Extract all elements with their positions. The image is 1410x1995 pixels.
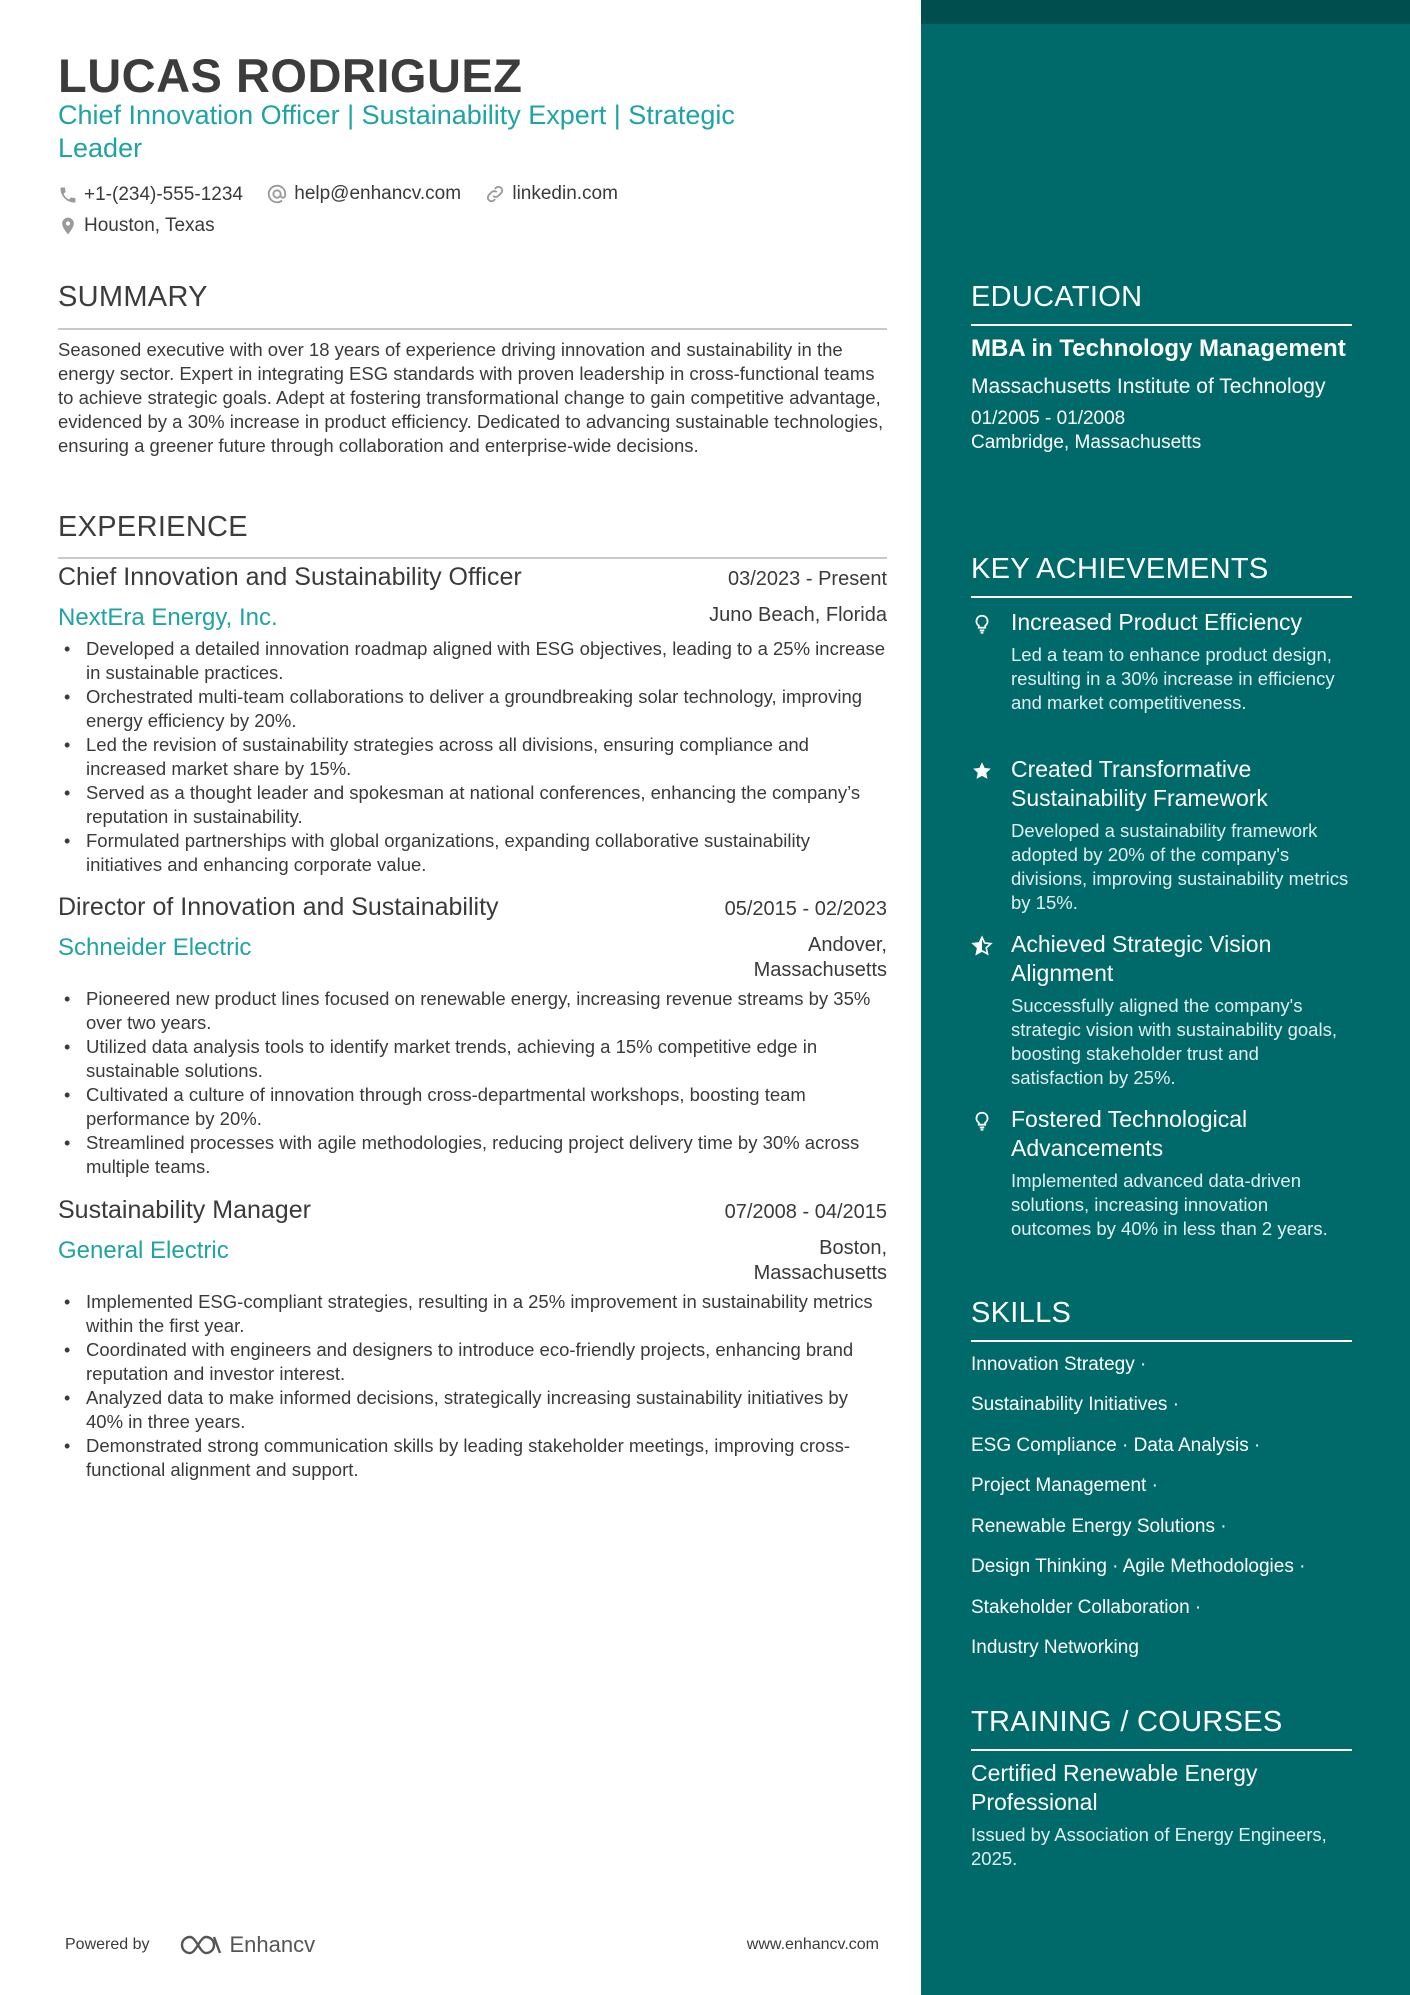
training-heading: TRAINING / COURSES bbox=[971, 1706, 1283, 1738]
education-degree: MBA in Technology Management bbox=[971, 335, 1346, 362]
linkedin-text: linkedin.com bbox=[512, 183, 618, 204]
website-link[interactable]: www.enhancv.com bbox=[746, 1936, 879, 1953]
skill-line: Industry Networking bbox=[971, 1637, 1139, 1658]
footer bbox=[58, 1930, 887, 1960]
course-title: Certified Renewable Energy Professional bbox=[971, 1760, 1258, 1815]
job-entry bbox=[58, 893, 887, 1179]
at-icon bbox=[266, 183, 288, 205]
skills-heading-block bbox=[971, 1297, 1352, 1342]
education-section bbox=[971, 281, 1352, 455]
enhancv-logo[interactable] bbox=[178, 1932, 316, 1958]
job-company: NextEra Energy, Inc. bbox=[58, 604, 278, 631]
list-item: • Formulated partnerships with global organizations, expanding collaborative sustainability initiatives and enhancing corporate value. bbox=[58, 829, 887, 877]
sidebar-top-band bbox=[921, 0, 1410, 24]
powered-by-text: Powered by bbox=[65, 1936, 150, 1953]
list-item: • Served as a thought leader and spokesman at national conferences, enhancing the company’s reputation in sustainability. bbox=[58, 781, 887, 829]
achievement-title: Fostered Technological Advancements bbox=[1011, 1106, 1248, 1161]
job-entry bbox=[58, 563, 887, 877]
job-dates: 03/2023 - Present bbox=[728, 568, 887, 590]
skill-line: Design Thinking · Agile Methodologies · bbox=[971, 1556, 1306, 1577]
job-role: Director of Innovation and Sustainability bbox=[58, 893, 499, 921]
list-item: • Utilized data analysis tools to identify market trends, achieving a 15% competitive edge in sustainable solutions. bbox=[58, 1035, 887, 1083]
phone-text: +1-(234)-555-1234 bbox=[84, 184, 243, 205]
sidebar bbox=[921, 0, 1410, 1995]
achievement-title: Increased Product Efficiency bbox=[1011, 609, 1303, 635]
education-location: Cambridge, Massachusetts bbox=[971, 432, 1202, 453]
lightbulb-icon bbox=[971, 1109, 993, 1133]
list-item: • Analyzed data to make informed decisions, strategically increasing sustainability initiatives by 40% in three years. bbox=[58, 1386, 887, 1434]
list-item: • Coordinated with engineers and designers to introduce eco-friendly projects, enhancing brand reputation and investor interest. bbox=[58, 1338, 887, 1386]
job-location: Boston, Massachusetts bbox=[753, 1237, 887, 1284]
contact-info bbox=[58, 181, 887, 243]
achievement-item bbox=[971, 930, 1352, 1090]
job-bullets bbox=[58, 637, 887, 877]
achievement-item bbox=[971, 608, 1352, 715]
skills-divider bbox=[971, 1340, 1352, 1342]
location-text: Houston, Texas bbox=[84, 215, 215, 236]
job-dates: 05/2015 - 02/2023 bbox=[724, 898, 887, 920]
list-item: • Implemented ESG-compliant strategies, resulting in a 25% improvement in sustainability metrics within the first year. bbox=[58, 1290, 887, 1338]
achievements-heading: KEY ACHIEVEMENTS bbox=[971, 553, 1269, 585]
phone-contact[interactable] bbox=[58, 182, 243, 208]
skill-line: Sustainability Initiatives · bbox=[971, 1394, 1180, 1415]
job-bullets bbox=[58, 987, 887, 1179]
education-school: Massachusetts Institute of Technology bbox=[971, 375, 1326, 398]
brand-name: Enhancv bbox=[229, 1932, 316, 1957]
education-dates: 01/2005 - 01/2008 bbox=[971, 408, 1126, 429]
location-pin-icon bbox=[58, 215, 78, 237]
list-item: • Demonstrated strong communication skills by leading stakeholder meetings, improving cross-functional alignment and support. bbox=[58, 1434, 887, 1482]
experience-divider bbox=[58, 557, 887, 559]
star-icon bbox=[971, 759, 993, 783]
achievement-desc: Successfully aligned the company's strategic vision with sustainability goals, boosting stakeholder trust and satisfaction by 25%. bbox=[1011, 995, 1337, 1088]
skill-line: Innovation Strategy · bbox=[971, 1354, 1147, 1375]
summary-divider bbox=[58, 328, 887, 330]
training-section bbox=[971, 1706, 1352, 1871]
job-dates: 07/2008 - 04/2015 bbox=[724, 1201, 887, 1223]
job-bullets bbox=[58, 1290, 887, 1482]
achievement-title: Achieved Strategic Vision Alignment bbox=[1011, 931, 1272, 986]
star-half-icon bbox=[971, 934, 993, 958]
achievement-item bbox=[971, 1105, 1352, 1241]
link-icon bbox=[484, 183, 506, 205]
list-item: • Led the revision of sustainability strategies across all divisions, ensuring compliance and increased market share by 15%. bbox=[58, 733, 887, 781]
summary-text: Seasoned executive with over 18 years of experience driving innovation and sustainability in the energy sector. Expert in integrating ESG standards with proven leadership in cross-functional teams to achieve strategic goals. Adept at fostering transformational change to gain competitive advantage, evidenced by a 30% increase in product efficiency. Dedicated to advancing sustainable technologies, ensuring a greener future through collaboration and enterprise-wide decisions. bbox=[58, 339, 884, 456]
job-company: General Electric bbox=[58, 1237, 229, 1264]
candidate-name: LUCAS RODRIGUEZ bbox=[58, 49, 523, 102]
training-divider bbox=[971, 1749, 1352, 1751]
achievements-heading-block bbox=[971, 553, 1352, 598]
achievement-desc: Led a team to enhance product design, resulting in a 30% increase in efficiency and market competitiveness. bbox=[1011, 644, 1335, 713]
list-item: • Streamlined processes with agile methodologies, reducing project delivery time by 30% across multiple teams. bbox=[58, 1131, 887, 1179]
education-heading: EDUCATION bbox=[971, 281, 1143, 313]
job-location: Andover, Massachusetts bbox=[753, 934, 887, 981]
lightbulb-icon bbox=[971, 612, 993, 636]
linkedin-contact[interactable] bbox=[484, 181, 618, 207]
achievement-desc: Implemented advanced data-driven solutions, increasing innovation outcomes by 40% in less than 2 years. bbox=[1011, 1170, 1328, 1239]
list-item: • Orchestrated multi-team collaborations to deliver a groundbreaking solar technology, improving energy efficiency by 20%. bbox=[58, 685, 887, 733]
achievement-desc: Developed a sustainability framework adopted by 20% of the company's divisions, improving sustainability metrics by 15%. bbox=[1011, 820, 1349, 913]
education-divider bbox=[971, 324, 1352, 326]
achievements-divider bbox=[971, 596, 1352, 598]
skill-line: Stakeholder Collaboration · bbox=[971, 1597, 1202, 1618]
list-item: • Developed a detailed innovation roadmap aligned with ESG objectives, leading to a 25% increase in sustainable practices. bbox=[58, 637, 887, 685]
job-entry bbox=[58, 1196, 887, 1482]
location-contact bbox=[58, 213, 215, 239]
skill-line: Renewable Energy Solutions · bbox=[971, 1516, 1227, 1537]
list-item: • Cultivated a culture of innovation through cross-departmental workshops, boosting team performance by 20%. bbox=[58, 1083, 887, 1131]
phone-icon bbox=[58, 185, 78, 205]
experience-heading: EXPERIENCE bbox=[58, 511, 248, 543]
job-company: Schneider Electric bbox=[58, 934, 252, 961]
course-desc: Issued by Association of Energy Engineers, 2025. bbox=[971, 1824, 1327, 1869]
achievement-item bbox=[971, 755, 1352, 915]
enhancv-logo-icon bbox=[178, 1933, 224, 1957]
job-role: Sustainability Manager bbox=[58, 1196, 311, 1224]
main-column bbox=[58, 0, 887, 1995]
skills-heading: SKILLS bbox=[971, 1297, 1072, 1329]
summary-heading: SUMMARY bbox=[58, 281, 208, 313]
skill-line: ESG Compliance · Data Analysis · bbox=[971, 1435, 1261, 1456]
email-contact[interactable] bbox=[266, 181, 461, 207]
skill-line: Project Management · bbox=[971, 1475, 1158, 1496]
job-role: Chief Innovation and Sustainability Officer bbox=[58, 563, 522, 591]
achievement-title: Created Transformative Sustainability Framework bbox=[1011, 756, 1268, 811]
job-location: Juno Beach, Florida bbox=[709, 604, 887, 626]
candidate-title: Chief Innovation Officer | Sustainability Expert | Strategic Leader bbox=[58, 100, 735, 163]
list-item: • Pioneered new product lines focused on renewable energy, increasing revenue streams by 35% over two years. bbox=[58, 987, 887, 1035]
email-text: help@enhancv.com bbox=[294, 183, 462, 204]
